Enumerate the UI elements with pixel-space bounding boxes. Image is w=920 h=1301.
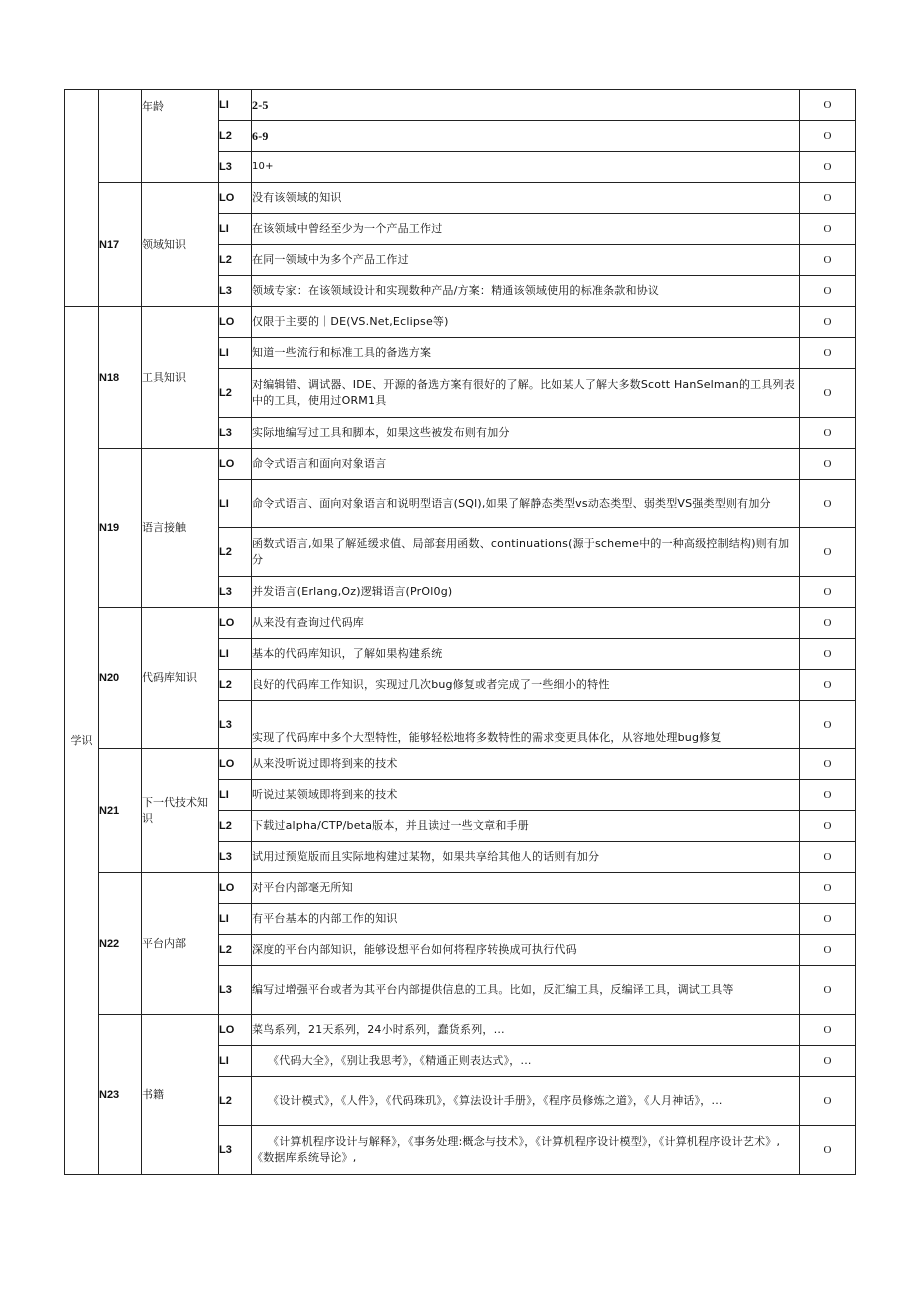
level-description: 并发语言(Erlang,Oz)逻辑语言(PrOl0g) [252, 577, 800, 608]
score-mark[interactable]: O [800, 183, 856, 214]
level-description: 函数式语言,如果了解延缓求值、局部套用函数、continuations(源于scheme中的一种高级控制结构)则有加分 [252, 528, 800, 577]
group-name: 语言接触 [142, 449, 219, 608]
level-label: LI [219, 90, 252, 121]
level-description: 对编辑错、调试器、IDE、开源的备选方案有很好的了解。比如某人了解大多数Scott HanSelman的工具列表中的工具，使用过ORM1具 [252, 369, 800, 418]
group-code: N23 [99, 1015, 142, 1175]
table-row [65, 449, 856, 480]
group-name: 下一代技术知识 [142, 749, 219, 873]
level-description: 试用过预览版而且实际地构建过某物，如果共享给其他人的话则有加分 [252, 842, 800, 873]
level-label: LO [219, 608, 252, 639]
level-description: 在该领域中曾经至少为一个产品工作过 [252, 214, 800, 245]
level-label: LO [219, 1015, 252, 1046]
score-mark[interactable]: O [800, 121, 856, 152]
level-description: 有平台基本的内部工作的知识 [252, 904, 800, 935]
level-label: LO [219, 307, 252, 338]
group-code: N20 [99, 608, 142, 749]
score-mark[interactable]: O [800, 873, 856, 904]
level-description: 领域专家：在该领域设计和实现数种产品/方案：精通该领域使用的标准条款和协议 [252, 276, 800, 307]
score-mark[interactable]: O [800, 338, 856, 369]
table-row [65, 873, 856, 904]
score-mark[interactable]: O [800, 1015, 856, 1046]
level-description [252, 1126, 800, 1175]
level-label: L3 [219, 1126, 252, 1175]
level-label: L3 [219, 276, 252, 307]
group-name: 领域知识 [142, 183, 219, 307]
group-code: N22 [99, 873, 142, 1015]
score-mark[interactable]: O [800, 418, 856, 449]
group-code: N21 [99, 749, 142, 873]
level-label: LI [219, 338, 252, 369]
level-description-text: 《代码大全》，《别让我思考》，《精通正则表达式》，... [268, 1054, 532, 1067]
level-label: L3 [219, 842, 252, 873]
level-description [252, 1046, 800, 1077]
score-mark[interactable]: O [800, 528, 856, 577]
category-cell-empty [65, 90, 99, 307]
level-label: L2 [219, 670, 252, 701]
level-label: LI [219, 780, 252, 811]
score-mark[interactable]: O [800, 307, 856, 338]
skills-matrix-table [64, 89, 856, 1175]
score-mark[interactable]: O [800, 608, 856, 639]
level-description: 基本的代码库知识，了解如果构建系统 [252, 639, 800, 670]
level-description: 听说过某领域即将到来的技术 [252, 780, 800, 811]
score-mark[interactable]: O [800, 369, 856, 418]
level-label: L2 [219, 528, 252, 577]
group-name: 平台内部 [142, 873, 219, 1015]
group-code [99, 90, 142, 183]
level-description: 2-5 [252, 90, 800, 121]
level-description: 命令式语言和面向对象语言 [252, 449, 800, 480]
level-label: LO [219, 873, 252, 904]
level-label: LO [219, 183, 252, 214]
level-label: L3 [219, 577, 252, 608]
table-row [65, 749, 856, 780]
level-description: 没有该领域的知识 [252, 183, 800, 214]
level-description: 实际地编写过工具和脚本，如果这些被发布则有加分 [252, 418, 800, 449]
level-description: 6-9 [252, 121, 800, 152]
level-description: 从来没听说过即将到来的技术 [252, 749, 800, 780]
score-mark[interactable]: O [800, 811, 856, 842]
level-label: LI [219, 1046, 252, 1077]
score-mark[interactable]: O [800, 904, 856, 935]
level-description: 从来没有查询过代码库 [252, 608, 800, 639]
score-mark[interactable]: O [800, 152, 856, 183]
group-name: 年龄 [142, 90, 219, 183]
level-description: 知道一些流行和标准工具的备选方案 [252, 338, 800, 369]
group-code: N17 [99, 183, 142, 307]
level-description: 仅限于主要的｜DE(VS.Net,Eclipse等) [252, 307, 800, 338]
group-name: 书籍 [142, 1015, 219, 1175]
score-mark[interactable]: O [800, 214, 856, 245]
level-label: L2 [219, 1077, 252, 1126]
score-mark[interactable]: O [800, 1077, 856, 1126]
level-description [252, 1077, 800, 1126]
table-row [65, 1015, 856, 1046]
score-mark[interactable]: O [800, 749, 856, 780]
level-description-text: 《设计模式》，《人件》，《代码珠玑》，《算法设计手册》，《程序员修炼之道》，《人月神话》，... [268, 1094, 723, 1107]
level-description: 菜鸟系列，21天系列，24小时系列，蠢货系列，… [252, 1015, 800, 1046]
score-mark[interactable]: O [800, 276, 856, 307]
score-mark[interactable]: O [800, 670, 856, 701]
score-mark[interactable]: O [800, 449, 856, 480]
score-mark[interactable]: O [800, 1126, 856, 1175]
level-description: 对平台内部毫无所知 [252, 873, 800, 904]
level-description: 实现了代码库中多个大型特性，能够轻松地将多数特性的需求变更具体化，从容地处理bug修复 [252, 701, 800, 749]
level-description: 深度的平台内部知识，能够设想平台如何将程序转换成可执行代码 [252, 935, 800, 966]
level-description: 下载过alpha/CTP/beta版本，并且读过一些文章和手册 [252, 811, 800, 842]
level-label: L2 [219, 121, 252, 152]
score-mark[interactable]: O [800, 935, 856, 966]
score-mark[interactable]: O [800, 577, 856, 608]
level-description: 10+ [252, 152, 800, 183]
score-mark[interactable]: O [800, 639, 856, 670]
level-label: LI [219, 639, 252, 670]
score-mark[interactable]: O [800, 701, 856, 749]
level-description-text: 《计算机程序设计与解释》，《事务处理:概念与技术》，《计算机程序设计模型》，《计算机程序设计艺术》,《数据库系统导论》, [252, 1135, 781, 1164]
level-label: L2 [219, 245, 252, 276]
score-mark[interactable]: O [800, 842, 856, 873]
level-label: LI [219, 480, 252, 528]
category-label: 学识 [65, 307, 99, 1175]
group-name: 代码库知识 [142, 608, 219, 749]
score-mark[interactable]: O [800, 245, 856, 276]
score-mark[interactable]: O [800, 90, 856, 121]
score-mark[interactable]: O [800, 1046, 856, 1077]
score-mark[interactable]: O [800, 780, 856, 811]
level-label: L3 [219, 152, 252, 183]
level-label: LI [219, 904, 252, 935]
table-row [65, 307, 856, 338]
level-label: L3 [219, 701, 252, 749]
level-label: L2 [219, 369, 252, 418]
level-description: 良好的代码库工作知识，实现过几次bug修复或者完成了一些细小的特性 [252, 670, 800, 701]
table-row [65, 183, 856, 214]
table-row [65, 90, 856, 121]
level-description: 在同一领域中为多个产品工作过 [252, 245, 800, 276]
level-label: L2 [219, 935, 252, 966]
level-label: L2 [219, 811, 252, 842]
level-label: L3 [219, 966, 252, 1015]
level-description: 编写过增强平台或者为其平台内部提供信息的工具。比如，反汇编工具，反编译工具，调试工具等 [252, 966, 800, 1015]
table-row [65, 608, 856, 639]
level-label: LI [219, 214, 252, 245]
level-description: 命令式语言、面向对象语言和说明型语言(SQl),如果了解静态类型vs动态类型、弱类型VS强类型则有加分 [252, 480, 800, 528]
level-label: L3 [219, 418, 252, 449]
score-mark[interactable]: O [800, 480, 856, 528]
score-mark[interactable]: O [800, 966, 856, 1015]
level-label: LO [219, 449, 252, 480]
group-code: N19 [99, 449, 142, 608]
group-code: N18 [99, 307, 142, 449]
level-label: LO [219, 749, 252, 780]
group-name: 工具知识 [142, 307, 219, 449]
